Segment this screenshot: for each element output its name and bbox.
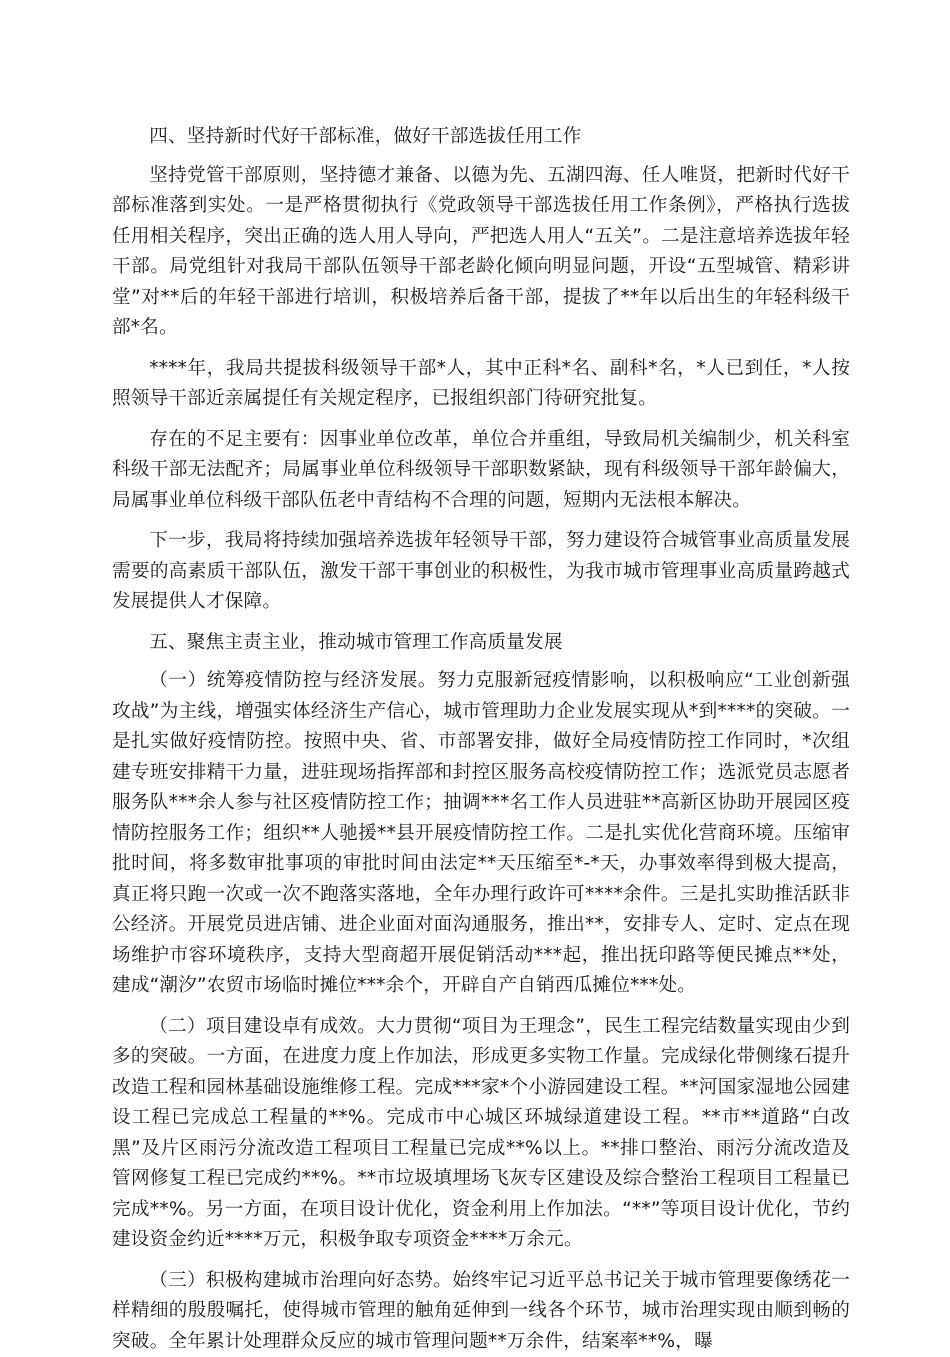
section-4-paragraph-4: 下一步，我局将持续加强培养选拔年轻领导干部，努力建设符合城管事业高质量发展需要的高素质干部队伍，激发干部干事创业的积极性，为我市城市管理事业高质量跨越式发展提供人才保障。 xyxy=(112,526,850,618)
section-4-paragraph-1: 坚持党管干部原则，坚持德才兼备、以德为先、五湖四海、任人唯贤，把新时代好干部标准落到实处。一是严格贯彻执行《党政领导干部选拔任用工作条例》，严格执行选拔任用相关程序，突出正确的选人用人导向，严把选人用人“五关”。二是注意培养选拔年轻干部。局党组针对我局干部队伍领导干部老龄化倾向明显问题，开设“五型城管、精彩讲堂”对**后的年轻干部进行培训，积极培养后备干部，提拔了**年以后出生的年轻科级干部*名。 xyxy=(112,161,850,344)
section-4-heading: 四、坚持新时代好干部标准，做好干部选拔任用工作 xyxy=(112,122,850,153)
section-4-paragraph-3: 存在的不足主要有：因事业单位改革，单位合并重组，导致局机关编制少，机关科室科级干部无法配齐；局属事业单位科级领导干部职数紧缺，现有科级领导干部年龄偏大，局属事业单位科级干部队伍老中青结构不合理的问题，短期内无法根本解决。 xyxy=(112,425,850,517)
section-4-paragraph-2: ****年，我局共提拔科级领导干部*人，其中正科*名、副科*名，*人已到任，*人按照领导干部近亲属提任有关规定程序，已报组织部门待研究批复。 xyxy=(112,354,850,415)
section-5-paragraph-3: （三）积极构建城市治理向好态势。始终牢记习近平总书记关于城市管理要像绣花一样精细的殷殷嘱托，使得城市管理的触角延伸到一线各个环节，城市治理实现由顺到畅的突破。全年累计处理群众反应的城市管理问题**万余件，结案率**%，曝 xyxy=(112,1266,850,1357)
section-5-paragraph-1: （一）统筹疫情防控与经济发展。努力克服新冠疫情影响，以积极响应“工业创新强攻战”为主线，增强实体经济生产信心，城市管理助力企业发展实现从*到****的突破。一是扎实做好疫情防控。按照中央、省、市部署安排，做好全局疫情防控工作同时，*次组建专班安排精干力量，进驻现场指挥部和封控区服务高校疫情防控工作；选派党员志愿者服务队***余人参与社区疫情防控工作；抽调***名工作人员进驻**高新区协助开展园区疫情防控服务工作；组织**人驰援**县开展疫情防控工作。二是扎实优化营商环境。压缩审批时间，将多数审批事项的审批时间由法定**天压缩至*-*天，办事效率得到极大提高，真正将只跑一次或一次不跑落实落地，全年办理行政许可****余件。三是扎实助推活跃非公经济。开展党员进店铺、进企业面对面沟通服务，推出**，安排专人、定时、定点在现场维护市容环境秩序，支持大型商超开展促销活动***起，推出抚印路等便民摊点**处，建成“潮汐”农贸市场临时摊位***余个，开辟自产自销西瓜摊位***处。 xyxy=(112,666,850,1002)
section-5-paragraph-2: （二）项目建设卓有成效。大力贯彻“项目为王理念”，民生工程完结数量实现由少到多的突破。一方面，在进度力度上作加法，形成更多实物工作量。完成绿化带侧缘石提升改造工程和园林基础设施维修工程。完成***家*个小游园建设工程。**河国家湿地公园建设工程已完成总工程量的**%。完成市中心城区环城绿道建设工程。**市**道路“白改黑”及片区雨污分流改造工程项目工程量已完成**%以上。**排口整治、雨污分流改造及管网修复工程已完成约**%。**市垃圾填埋场飞灰专区建设及综合整治工程项目工程量已完成**%。另一方面，在项目设计优化，资金利用上作加法。“**”等项目设计优化，节约建设资金约近****万元，积极争取专项资金****万余元。 xyxy=(112,1012,850,1256)
section-5-heading: 五、聚焦主责主业，推动城市管理工作高质量发展 xyxy=(112,628,850,659)
